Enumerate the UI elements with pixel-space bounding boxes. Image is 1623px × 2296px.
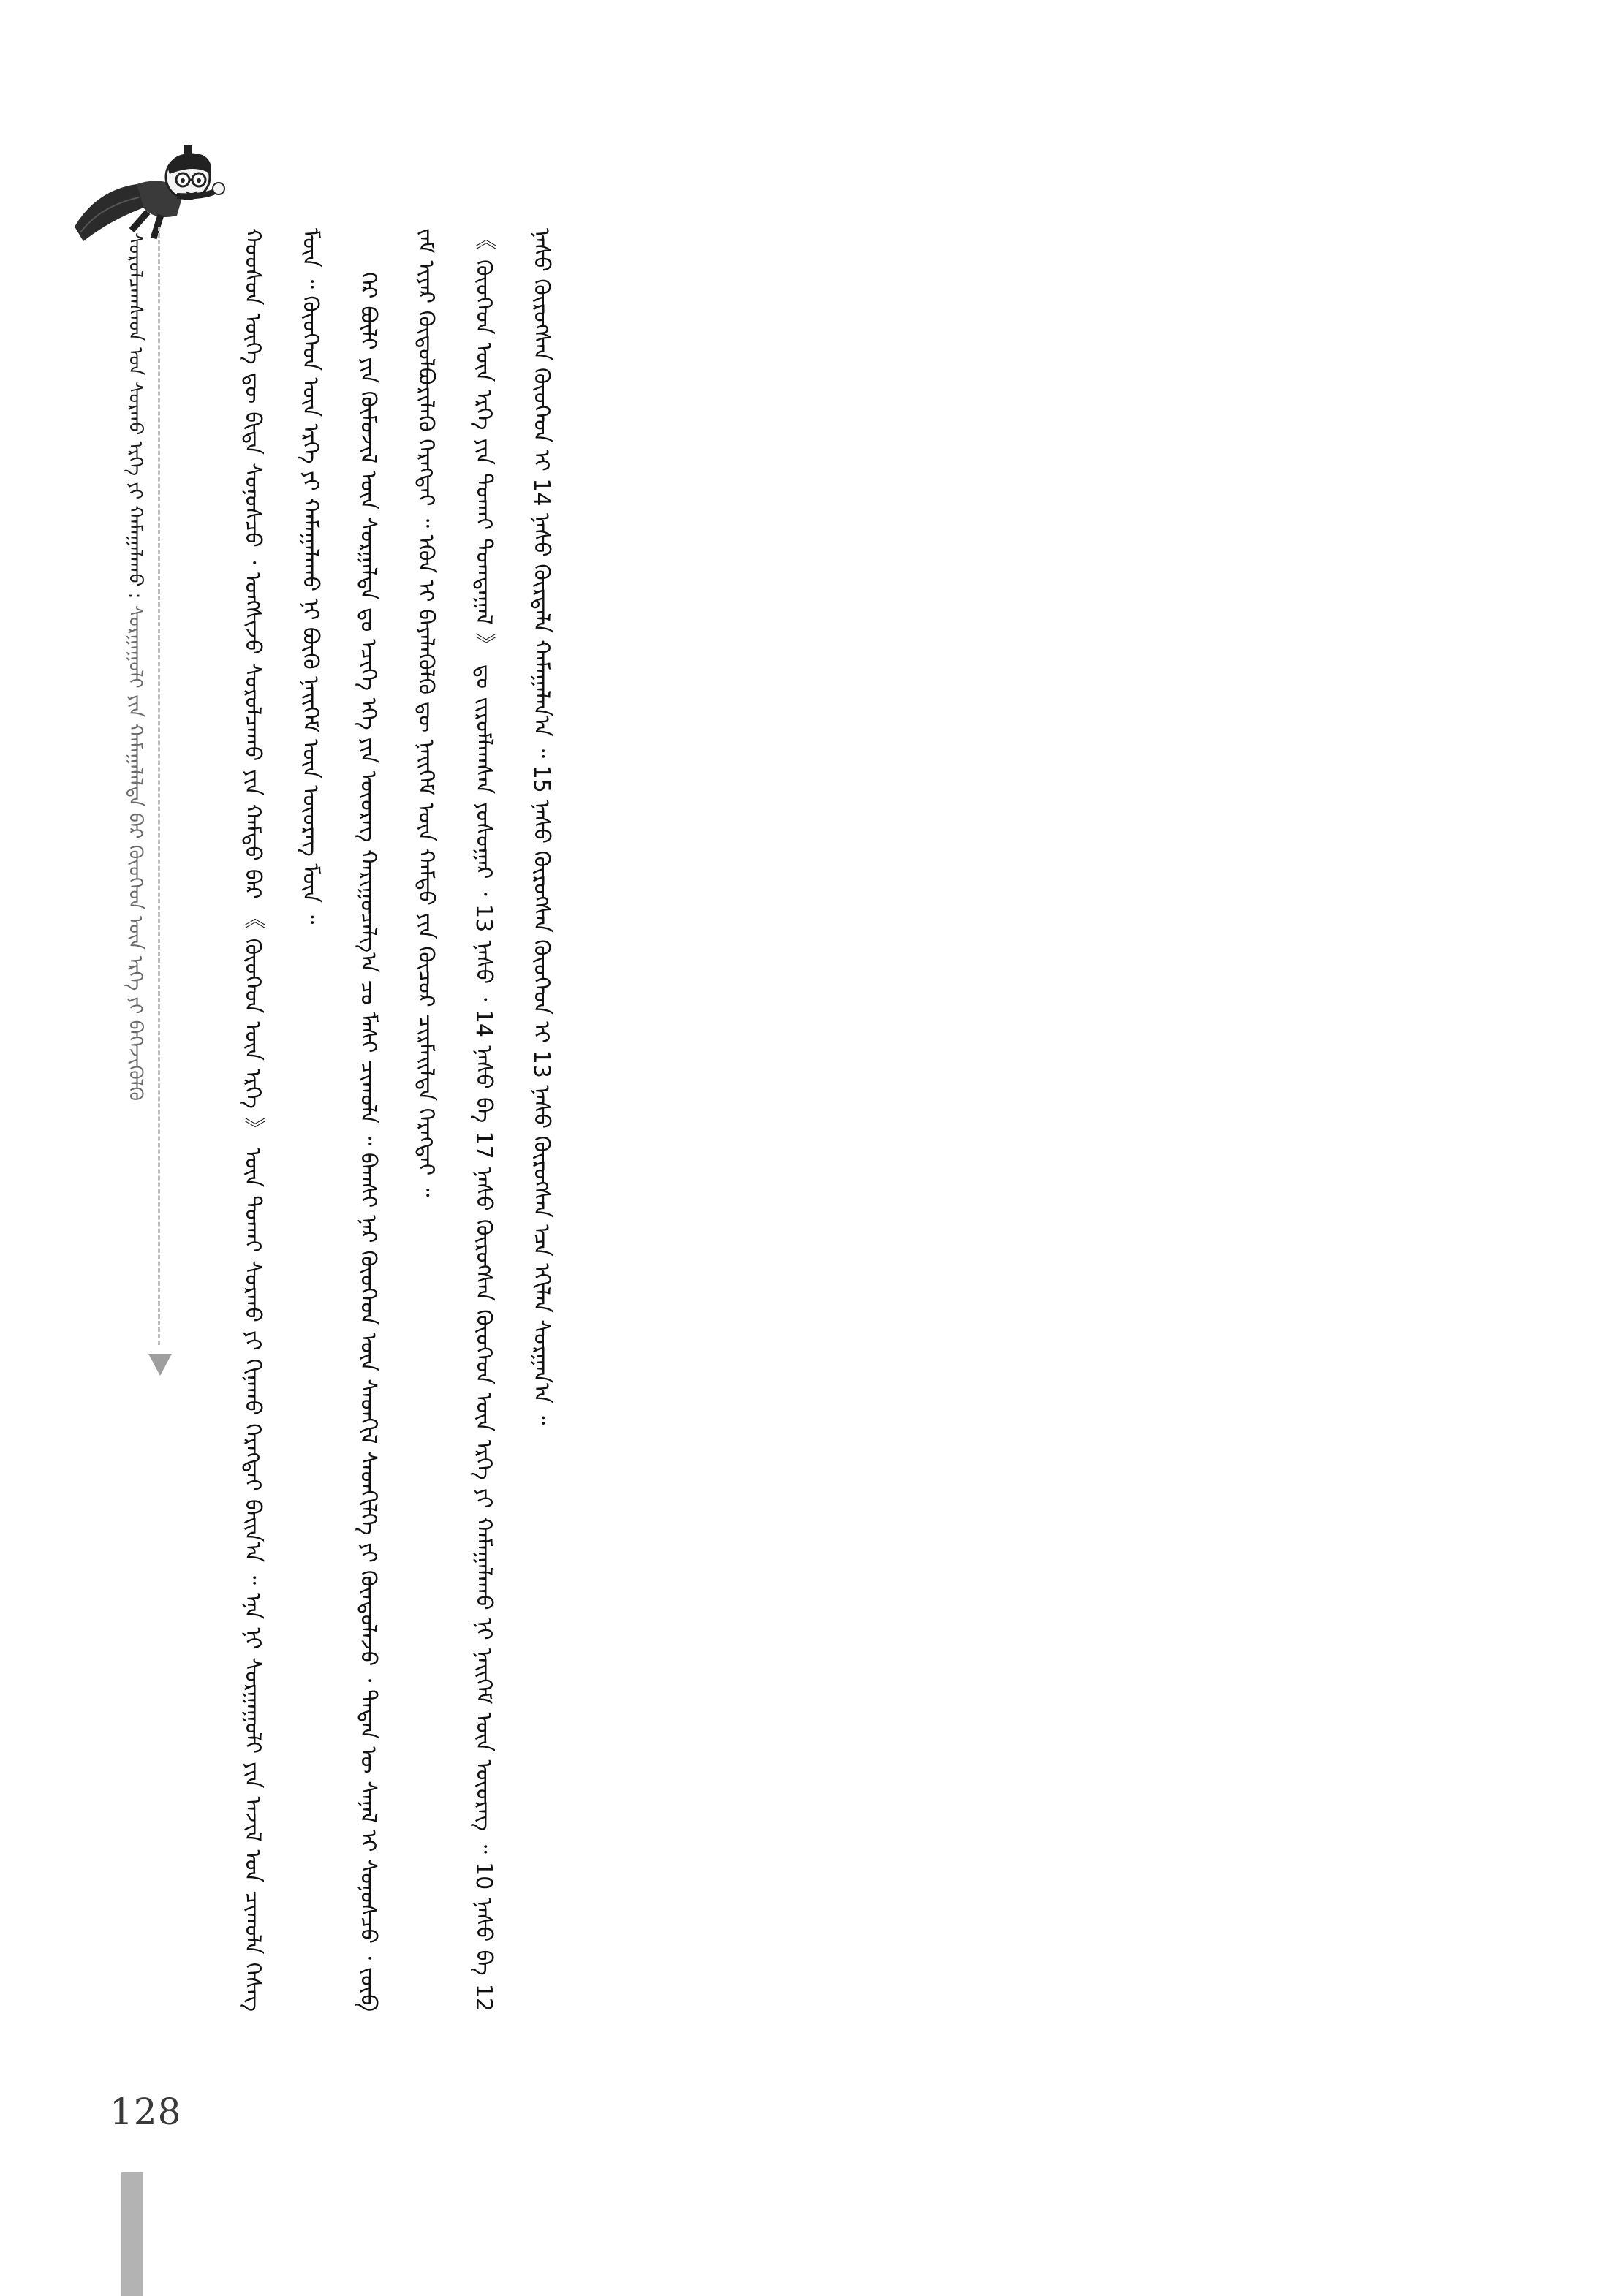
body-text	[224, 228, 1467, 2012]
triangle-arrow-icon	[148, 1354, 172, 1376]
paragraph: ᠭᠡᠷ ᠪᠦᠯᠢ ᠶᠢᠨ ᠬᠦᠮᠦᠵᠢᠯ ᠦᠨ ᠰᠤᠷᠭᠠᠯᠲᠠ ᠳᠤ ᠡᠴᠢᠭᠡ ᠡᠬᠡ ᠶᠢᠨ ᠦᠦᠷᠡᠭ ᠬᠠᠷᠢᠭᠤᠴᠠᠯᠭ᠎ᠠ ᠴᠤ ᠮᠠᠰᠢ ᠴᠢᠬᠤᠯᠠ ᠃ ᠪᠠᠭᠰᠢ ᠨᠠᠷ ᠬᠦᠦᠬᠡᠳ ᠦᠨ ᠰᠡᠳᠬᠢᠯ ᠰᠡᠳᠬᠢᠯᠭᠡ ᠶᠢ ᠬᠦᠨᠳᠦᠯᠡᠵᠦ ᠂ ᠲᠡᠳᠡᠨ ᠦ ᠰᠠᠨᠠᠯ ᠢ ᠰᠣᠨᠣᠰᠴᠤ ᠂ ᠵᠥᠪ ᠵᠠᠮ ᠢᠶᠠᠷ ᠬᠥᠲᠥᠯᠪᠦᠷᠢᠯᠡᠬᠦ ᠬᠡᠷᠡᠭᠲᠡᠢ ᠃ ᠡᠭᠦᠨ ᠢ ᠪᠡᠶᠡᠯᠡᠭᠦᠯᠬᠦ ᠳᠦ ᠨᠡᠢᠭᠡᠮ ᠦᠨ ᠬᠠᠮᠲᠤ ᠶᠢᠨ ᠬᠦᠴᠦᠷ ᠴᠢᠷᠮᠠᠢᠯᠲᠠ ᠬᠡᠷᠡᠭᠲᠡᠢ ᠃	[355, 228, 439, 2012]
paragraph: 《 ᠬᠦᠦᠬᠡᠳ ᠦᠨ ᠡᠷᠬᠡ ᠶᠢᠨ ᠲᠤᠬᠠᠢ ᠲᠤᠭᠲᠠᠭᠠᠯ 》 ᠳᠤ ᠵᠢᠷᠤᠮᠯᠠᠭᠰᠠᠨ ᠶᠣᠰᠣᠭᠠᠷ ᠂ 13 ᠨᠠᠰᠤ ᠂ 14 ᠨᠠᠰᠤ ᠪᠠ 17 ᠨᠠᠰᠤ ᠬᠦᠷᠦᠭᠰᠡᠨ ᠬᠦᠦᠬᠡᠳ ᠦᠨ ᠡᠷᠬᠡ ᠶᠢ ᠬᠠᠮᠠᠭᠠᠯᠠᠬᠤ ᠨᠢ ᠨᠡᠢᠭᠡᠮ ᠦᠨ ᠦᠦᠷᠡᠭ ᠃ 10 ᠨᠠᠰᠤ ᠪᠠ 12 ᠨᠠᠰᠤ ᠬᠦᠷᠦᠭᠰᠡᠨ ᠬᠦᠦᠬᠡᠳ ᠢ 14 ᠨᠠᠰᠤ ᠬᠦᠷᠲᠡᠯᠡ ᠬᠠᠮᠠᠭᠠᠯᠠᠨ᠎ᠠ ᠃ 15 ᠨᠠᠰᠤ ᠬᠦᠷᠦᠭᠰᠡᠨ ᠬᠦᠦᠬᠡᠳ ᠢ 13 ᠨᠠᠰᠤ ᠬᠦᠷᠦᠭᠰᠡᠨ ᠡᠴᠡ ᠡᠬᠢᠯᠡᠨ ᠰᠤᠷᠭᠠᠨ᠎ᠠ ᠃	[471, 228, 554, 2012]
dashed-guide-line	[158, 227, 160, 1345]
running-head-title: ᠰᠤᠷᠤᠯᠴᠠᠭᠰᠠᠳ ᠤᠨ ᠰᠤᠷᠬᠤ ᠡᠷᠬᠡ ᠶᠢ ᠬᠠᠮᠠᠭᠠᠯᠠᠬᠤ	[124, 232, 146, 587]
paragraph: ᠬᠣᠣᠰᠤᠨ ᠦᠭᠡ ᠳᠦ ᠪᠢᠳᠡ ᠰᠣᠨᠣᠰᠴᠤ ᠂ ᠤᠩᠰᠢᠵᠤ ᠰᠤᠷᠤᠯᠴᠠᠬᠤ ᠶᠢᠨ ᠬᠠᠮᠲᠤ ᠪᠡᠷ 《 ᠬᠦᠦᠬᠡᠳ ᠦᠨ ᠡᠷᠬᠡ 》 ᠦᠨ ᠲᠤᠬᠠᠢ ᠰᠤᠷᠬᠤ ᠶᠢ ᠬᠢᠨᠠᠬᠤ ᠬᠡᠷᠡᠭᠲᠡᠢ ᠪᠠᠢᠨ᠎ᠠ ᠃ ᠡᠨᠡ ᠨᠢ ᠰᠤᠷᠭᠠᠭᠤᠯᠢ ᠶᠢᠨ ᠠᠵᠢᠯ ᠤᠨ ᠴᠢᠬᠤᠯᠠ ᠬᠡᠰᠡᠭ ᠮᠥᠨ ᠃ ᠬᠦᠦᠬᠡᠳ ᠦᠨ ᠡᠷᠬᠡ ᠶᠢ ᠬᠠᠮᠠᠭᠠᠯᠠᠬᠤ ᠨᠢ ᠪᠦᠬᠦ ᠨᠡᠢᠭᠡᠮ ᠦᠨ ᠦᠦᠷᠡᠭ ᠮᠥᠨ ᠃	[240, 228, 323, 2012]
running-head: ᠰᠤᠷᠤᠯᠴᠠᠭᠰᠠᠳ ᠤᠨ ᠰᠤᠷᠬᠤ ᠡᠷᠬᠡ ᠶᠢ ᠬᠠᠮᠠᠭᠠᠯᠠᠬᠤ : ᠰᠤᠷᠭᠠᠭᠤᠯᠢ ᠶᠢᠨ ᠬᠠᠮᠠᠭᠠᠯᠠᠯᠲᠠ ᠪᠠᠷ ᠬᠦᠦᠬᠡᠳ ᠦᠨ ᠡᠷᠬᠡ ᠶᠢ ᠪᠡᠬᠡᠵᠢᠭᠦᠯᠬᠦ	[124, 232, 146, 1101]
page-number: 128	[110, 2091, 182, 2133]
running-head-subtitle: ᠰᠤᠷᠭᠠᠭᠤᠯᠢ ᠶᠢᠨ ᠬᠠᠮᠠᠭᠠᠯᠠᠯᠲᠠ ᠪᠠᠷ ᠬᠦᠦᠬᠡᠳ ᠦᠨ ᠡᠷᠬᠡ ᠶᠢ ᠪᠡᠬᠡᠵᠢᠭᠦᠯᠬᠦ	[124, 605, 146, 1101]
thumb-tab	[121, 2172, 143, 2296]
